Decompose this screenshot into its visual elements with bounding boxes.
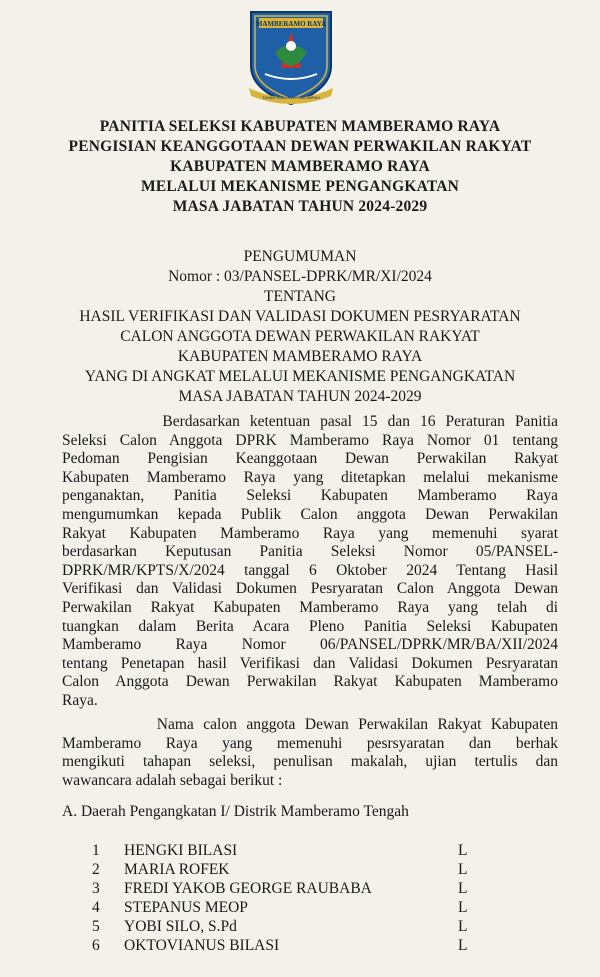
candidate-number: 1 [92,842,100,859]
candidate-gender: L [458,937,468,954]
announcement-title: PENGUMUMAN [243,248,357,265]
candidate-number: 5 [92,918,100,935]
paragraph-line: DPRK/MR/KPTS/X/2024 tanggal 6 Oktober 2024 Tentang Hasil [62,561,558,579]
svg-text:MAMBERAMO RAYA: MAMBERAMO RAYA [255,20,327,28]
paragraph-line: Mamberamo Raya Nomor 06/PANSEL/DPRK/MR/BA/XII/2024 [62,636,558,654]
candidate-row [92,880,482,899]
candidate-name: MARIA ROFEK [124,861,230,878]
paragraph-line: Verifikasi dan Validasi Dokumen Pesryaratan Calon Anggota Dewan [62,580,558,598]
header-line-1: PANITIA SELEKSI KABUPATEN MAMBERAMO RAYA [99,118,501,135]
paragraph-line: Calon Anggota Dewan Perwakilan Rakyat Kabupaten Mamberamo [62,673,558,691]
candidate-row [92,861,482,880]
candidate-number: 6 [92,937,100,954]
candidate-gender: L [458,861,468,878]
candidate-row [92,937,482,956]
paragraph-line: tentang Penetapan hasil Verifikasi dan Validasi Dokumen Pesryaratan [62,654,558,672]
announcement-subject-4: YANG DI ANGKAT MELALUI MEKANISME PENGANGKATAN [84,368,516,385]
section-a-heading: A. Daerah Pengangkatan I/ Distrik Mamberamo Tengah [62,803,409,820]
header-line-5: MASA JABATAN TAHUN 2024-2029 [172,198,428,215]
candidate-number: 2 [92,861,100,878]
paragraph-line: Nama calon anggota Dewan Perwakilan Rakyat Kabupaten [62,716,558,733]
paragraph-line: Pedoman Pengisian Keanggotaan Dewan Perwakilan Rakyat [62,450,558,468]
candidate-gender: L [458,880,468,897]
candidate-row [92,842,482,861]
candidate-name: OKTOVIANUS BILASI [124,937,280,954]
paragraph-line: berdasarkan Keputusan Panitia Seleksi Nomor 05/PANSEL- [62,543,558,561]
paragraph-line: mengikuti tahapan seleksi, penulisan makalah, ujian tertulis dan [62,753,558,771]
paragraph-line: penganaktan, Panitia Seleksi Kabupaten Mamberamo Raya [62,487,558,505]
mamberamo-raya-emblem-icon [245,8,337,108]
paragraph-line: Rakyat Kabupaten Mamberamo Raya yang memenuhi syarat [62,524,558,542]
announcement-about: TENTANG [264,288,336,305]
paragraph-line: Berdasarkan ketentuan pasal 15 dan 16 Peraturan Panitia [62,413,558,430]
candidate-gender: L [458,918,468,935]
header-line-2: PENGISIAN KEANGGOTAAN DEWAN PERWAKILAN RAKYAT [68,138,532,155]
paragraph-line: Raya. [62,691,98,709]
paragraph-line: Seleksi Calon Anggota DPRK Mamberamo Raya Nomor 01 tentang [62,431,558,449]
svg-text:TANAH SUBUR AIR MELIMPAH: TANAH SUBUR AIR MELIMPAH [262,95,320,100]
header-line-3: KABUPATEN MAMBERAMO RAYA [170,158,430,175]
candidate-gender: L [458,842,468,859]
announcement-subject-5: MASA JABATAN TAHUN 2024-2029 [178,388,422,405]
candidate-number: 3 [92,880,100,897]
paragraph-line: tuangkan dalam Berita Acara Pleno Panitia Seleksi Kabupaten [62,617,558,635]
candidate-number: 4 [92,899,100,916]
candidate-name: STEPANUS MEOP [124,899,248,916]
candidate-name: FREDI YAKOB GEORGE RAUBABA [124,880,372,897]
paragraph-line: Mamberamo Raya yang memenuhi pesrsyaratan dan berhak [62,734,558,752]
candidate-gender: L [458,899,468,916]
paragraph-line: Perwakilan Rakyat Kabupaten Mamberamo Raya yang telah di [62,598,558,616]
announcement-subject-2: CALON ANGGOTA DEWAN PERWAKILAN RAKYAT [120,328,480,345]
paragraph-line: mengumumkan kepada Publik Calon anggota Dewan Perwakilan [62,505,558,523]
candidate-row [92,899,482,918]
candidate-name: HENGKI BILASI [124,842,238,859]
body-paragraph-1 [62,413,558,711]
announcement-subject-1: HASIL VERIFIKASI DAN VALIDASI DOKUMEN PESRYARATAN [79,308,521,325]
candidate-name: YOBI SILO, S.Pd [124,918,237,935]
header-line-4: MELALUI MEKANISME PENGANGKATAN [140,178,460,195]
paragraph-line: wawancara adalah sebagai berikut : [62,771,283,789]
announcement-subject-3: KABUPATEN MAMBERAMO RAYA [177,348,423,365]
body-paragraph-2 [62,716,558,790]
announcement-number: Nomor : 03/PANSEL-DPRK/MR/XI/2024 [168,268,432,285]
paragraph-line: Kabupaten Mamberamo Raya yang ditetapkan melalui mekanisme [62,468,558,486]
candidate-row [92,918,482,937]
